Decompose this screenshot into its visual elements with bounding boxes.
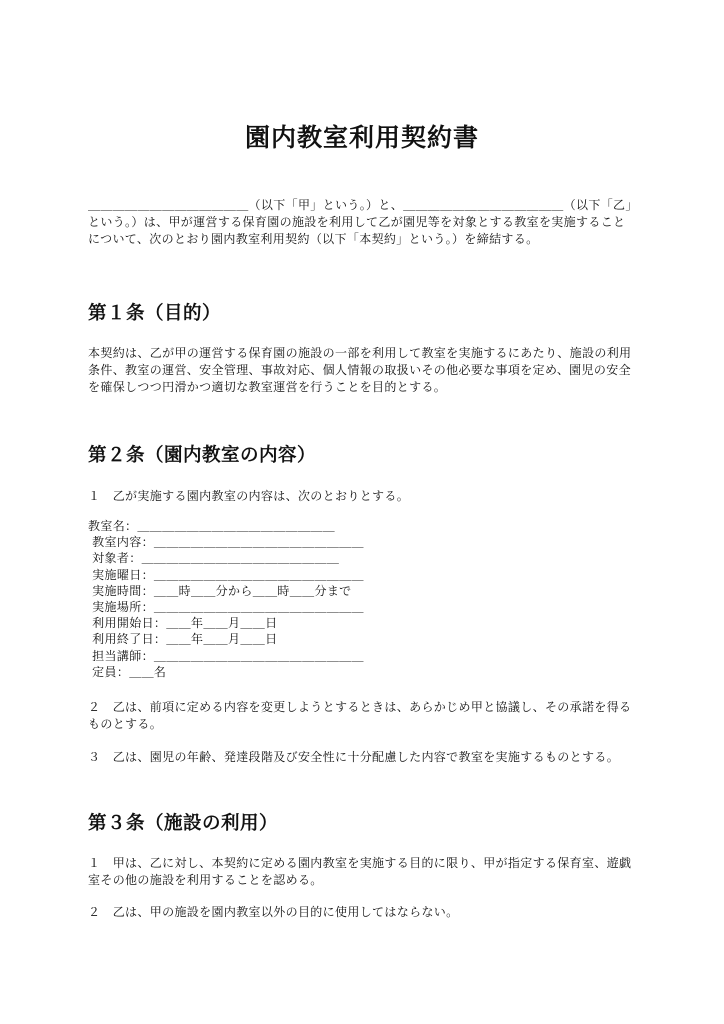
article-2 (88, 444, 636, 766)
field-classroom-name: 教室名：＿＿＿＿＿＿＿＿＿＿＿＿＿＿＿＿ (88, 519, 336, 533)
field-classroom-content: 教室内容：＿＿＿＿＿＿＿＿＿＿＿＿＿＿＿＿＿ (88, 535, 364, 550)
article-3 (88, 812, 636, 921)
field-instructor: 担当講師：＿＿＿＿＿＿＿＿＿＿＿＿＿＿＿＿＿ (88, 648, 364, 663)
article-2-clause-1: １ 乙が実施する園内教室の内容は、次のとおりとする。 (88, 489, 410, 503)
intro-paragraph: ＿＿＿＿＿＿＿＿＿＿＿＿＿（以下「甲」という。）と、＿＿＿＿＿＿＿＿＿＿＿＿＿（以下「乙」という。）は、甲が運営する保育園の施設を利用して乙が園児等を対象とする教室を実施することについて、次のとおり園内教室利用契約（以下「本契約」という。）を締結する。 (88, 198, 632, 246)
article-3-clause-2: ２ 乙は、甲の施設を園内教室以外の目的に使用してはならない。 (88, 905, 459, 920)
field-time: 実施時間：＿＿時＿＿分から＿＿時＿＿分まで (88, 583, 352, 598)
article-3-heading: 第３条（施設の利用） (88, 813, 279, 835)
article-2-heading: 第２条（園内教室の内容） (88, 445, 317, 466)
document-title: 園内教室利用契約書 (244, 123, 479, 152)
article-2-clause-2: ２ 乙は、前項に定める内容を変更しようとするときは、あらかじめ甲と協議し、その承諾を得るものとする。 (88, 700, 632, 732)
field-target: 対象者：＿＿＿＿＿＿＿＿＿＿＿＿＿＿＿＿ (88, 551, 340, 566)
article-1 (88, 302, 636, 396)
classroom-detail-fields (88, 518, 636, 680)
field-capacity: 定員：＿＿名 (88, 664, 167, 679)
article-1-heading: 第１条（目的） (88, 303, 222, 324)
field-end-date: 利用終了日：＿＿年＿＿月＿＿日 (88, 632, 278, 647)
article-3-clause-1: １ 甲は、乙に対し、本契約に定める園内教室を実施する目的に限り、甲が指定する保育室、遊戯室その他の施設を利用することを認める。 (88, 856, 632, 888)
field-start-date: 利用開始日：＿＿年＿＿月＿＿日 (88, 616, 278, 631)
field-location: 実施場所：＿＿＿＿＿＿＿＿＿＿＿＿＿＿＿＿＿ (88, 600, 364, 615)
field-weekday: 実施曜日：＿＿＿＿＿＿＿＿＿＿＿＿＿＿＿＿＿ (88, 567, 364, 582)
article-1-body: 本契約は、乙が甲の運営する保育園の施設の一部を利用して教室を実施するにあたり、施設の利用条件、教室の運営、安全管理、事故対応、個人情報の取扱いその他必要な事項を定め、園児の安全を確保しつつ円滑かつ適切な教室運営を行うことを目的とする。 (88, 346, 632, 394)
article-2-clause-3: ３ 乙は、園児の年齢、発達段階及び安全性に十分配慮した内容で教室を実施するものとする。 (88, 750, 620, 765)
